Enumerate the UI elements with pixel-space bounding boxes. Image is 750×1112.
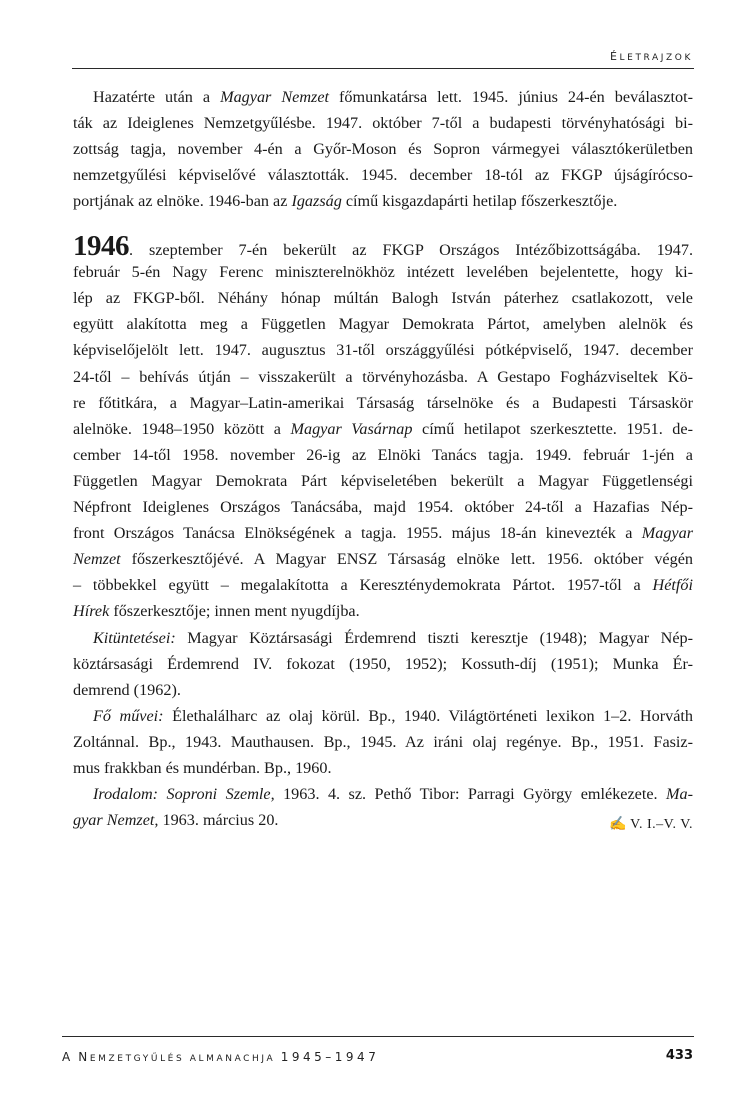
italic-title: Magyar Nemzet bbox=[220, 88, 330, 106]
awards-line bbox=[93, 628, 693, 648]
text-run: című hetilapot szerkesztette. 1951. de- bbox=[412, 420, 693, 438]
paragraph-2-line bbox=[73, 523, 693, 543]
text-run: demrend (1962). bbox=[73, 681, 181, 699]
awards-line bbox=[73, 654, 693, 674]
works-line bbox=[73, 732, 693, 752]
paragraph-2-line bbox=[73, 471, 693, 491]
text-run: lép az FKGP-ből. Néhány hónap múltán Balogh István páterhez csatlakozott, vele bbox=[73, 289, 693, 307]
paragraph-2-line bbox=[73, 367, 693, 387]
italic-title: Ma- bbox=[666, 785, 693, 803]
italic-title: Hírek bbox=[73, 602, 110, 620]
footer-rule bbox=[62, 1036, 694, 1037]
running-head-initial: É bbox=[609, 50, 620, 63]
italic-title: Igazság bbox=[291, 192, 342, 210]
text-run: 1963. március 20. bbox=[158, 811, 279, 829]
text-run: zottság tagja, november 4-én a Győr-Moson és Sopron vármegyei választókerületben bbox=[73, 140, 693, 158]
paragraph-2-line bbox=[73, 419, 693, 439]
italic-title: Fő művei: bbox=[93, 707, 164, 725]
footer-title-years: 1945–1947 bbox=[280, 1050, 380, 1064]
text-run: Hazatérte után a bbox=[93, 88, 221, 106]
running-head bbox=[610, 50, 693, 63]
text-run: nemzetgyűlési képviselővé választották. 1945. december 18-tól az FKGP újságírócso- bbox=[73, 166, 693, 184]
footer-title-rest: EMZETGYŰLÉS ALMANACHJA bbox=[89, 1054, 276, 1064]
text-run: Élethalálharc az olaj körül. Bp., 1940. Világtörténeti lexikon 1–2. Horváth bbox=[163, 707, 693, 725]
works-line bbox=[93, 706, 693, 726]
italic-title: Nemzet bbox=[73, 550, 121, 568]
italic-title: Kitüntetései: bbox=[93, 629, 176, 647]
text-run: mus frakkban és mundérban. Bp., 1960. bbox=[73, 759, 332, 777]
text-run: ták az Ideiglenes Nemzetgyűlésbe. 1947. október 7-től a budapesti törvényhatósági bi- bbox=[73, 114, 693, 132]
italic-title: gyar Nemzet, bbox=[73, 811, 159, 829]
paragraph-2-line bbox=[73, 497, 693, 517]
text-run: Zoltánnal. Bp., 1943. Mauthausen. Bp., 1945. Az iráni olaj regénye. Bp., 1951. Fasiz- bbox=[73, 733, 693, 751]
text-run: képviselőjelölt lett. 1947. augusztus 31-től országgyűlési pótképviselő, 1947. december bbox=[73, 341, 693, 359]
text-run: Népfront Ideiglenes Országos Tanácsába, majd 1954. október 24-től a Hazafias Nép- bbox=[73, 498, 693, 516]
paragraph-2-line bbox=[73, 445, 693, 465]
italic-title: Magyar Vasárnap bbox=[290, 420, 413, 438]
running-head-rest: LETRAJZOK bbox=[619, 53, 693, 63]
text-run: köztársasági Érdemrend IV. fokozat (1950, 1952); Kossuth-díj (1951); Munka Ér- bbox=[73, 655, 693, 673]
works-line bbox=[73, 758, 693, 778]
paragraph-2-line bbox=[73, 575, 693, 595]
text-run: cember 14-től 1958. november 26-ig az Elnöki Tanács tagja. 1949. február 1-jén a bbox=[73, 446, 693, 464]
footer-title-initial-a: A bbox=[62, 1050, 73, 1064]
text-run: együtt alakította meg a Független Magyar Demokrata Pártot, amelyben alelnök és bbox=[73, 315, 693, 333]
page-number: 433 bbox=[665, 1048, 693, 1063]
text-run: 24-től – behívás útján – visszakerült a törvényhozásba. A Gestapo Fogházviseltek Kö- bbox=[73, 368, 693, 386]
text-run: Független Magyar Demokrata Párt képviseletében bekerült a Magyar Függetlenségi bbox=[73, 472, 693, 490]
paragraph-1-line bbox=[73, 165, 693, 185]
literature-line bbox=[93, 784, 693, 804]
writing-hand-icon: ✍ bbox=[609, 817, 628, 832]
paragraph-1-line bbox=[73, 113, 693, 133]
awards-line bbox=[73, 680, 693, 700]
paragraph-2-line bbox=[73, 340, 693, 360]
paragraph-2-line bbox=[73, 288, 693, 308]
text-run: főmunkatársa lett. 1945. június 24-én beválasztot- bbox=[329, 88, 693, 106]
paragraph-1-line bbox=[93, 87, 693, 107]
text-run: főszerkesztőjévé. A Magyar ENSZ Társaság elnöke lett. 1956. október végén bbox=[120, 550, 693, 568]
paragraph-year-initial: 1946 bbox=[73, 230, 129, 262]
footer-title-initial-n: N bbox=[78, 1050, 90, 1064]
text-run: portjának az elnöke. 1946-ban az bbox=[73, 192, 292, 210]
paragraph-2-line bbox=[73, 601, 693, 621]
paragraph-2-line bbox=[73, 230, 693, 262]
text-run: február 5-én Nagy Ferenc miniszterelnökhöz intézett levelében bejelentette, hogy ki- bbox=[73, 263, 693, 281]
text-run: – többekkel együtt – megalakította a Kereszténydemokrata Pártot. 1957-től a bbox=[73, 576, 653, 594]
italic-title: Magyar bbox=[641, 524, 693, 542]
paragraph-2-line bbox=[73, 549, 693, 569]
author-initials: V. I.–V. V. bbox=[630, 817, 693, 832]
paragraph-2-line bbox=[73, 314, 693, 334]
paragraph-1-line bbox=[73, 191, 693, 211]
italic-title: Irodalom: Soproni Szemle, bbox=[93, 785, 275, 803]
footer-book-title bbox=[62, 1050, 379, 1064]
text-run: 1963. 4. sz. Pethő Tibor: Parragi György emlékezete. bbox=[274, 785, 667, 803]
author-signature bbox=[609, 816, 693, 833]
text-run: . szeptember 7-én bekerült az FKGP Országos Intézőbizottságába. 1947. bbox=[129, 241, 693, 259]
italic-title: Hétfői bbox=[652, 576, 693, 594]
paragraph-2-line bbox=[73, 393, 693, 413]
paragraph-2-line bbox=[73, 262, 693, 282]
text-run: főszerkesztője; innen ment nyugdíjba. bbox=[109, 602, 360, 620]
header-rule bbox=[72, 68, 694, 69]
paragraph-1-line bbox=[73, 139, 693, 159]
text-run: re főtitkára, a Magyar–Latin-amerikai Társaság társelnöke és a Budapesti Társaskör bbox=[73, 394, 693, 412]
text-run: front Országos Tanácsa Elnökségének a tagja. 1955. május 18-án kinevezték a bbox=[73, 524, 642, 542]
text-run: alelnöke. 1948–1950 között a bbox=[73, 420, 291, 438]
literature-line bbox=[73, 810, 693, 830]
text-run: című kisgazdapárti hetilap főszerkesztője. bbox=[341, 192, 618, 210]
text-run: Magyar Köztársasági Érdemrend tiszti keresztje (1948); Magyar Nép- bbox=[175, 629, 693, 647]
